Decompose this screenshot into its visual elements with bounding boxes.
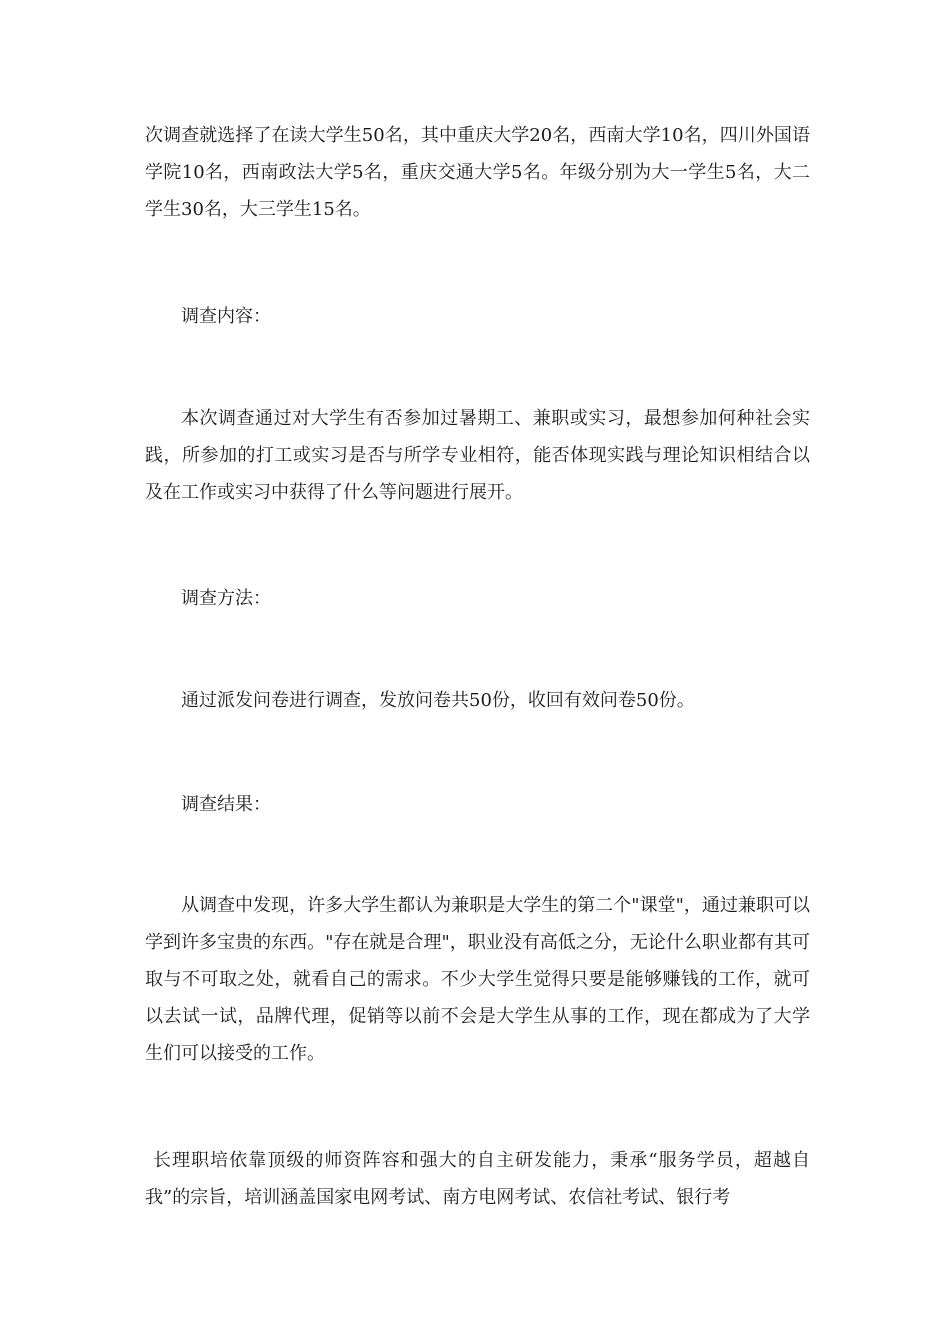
- heading-survey-content: 调查内容：: [181, 306, 271, 327]
- paragraph-survey-content: 本次调查通过对大学生有否参加过暑期工、兼职或实习，最想参加何种社会实践，所参加的打工或实习是否与所学专业相符，能否体现实践与理论知识相结合以及在工作或实习中获得了什么等问题进行展开。: [145, 408, 810, 503]
- heading-survey-method: 调查方法：: [181, 588, 271, 609]
- paragraph-sample-description: 次调查就选择了在读大学生50名，其中重庆大学20名，西南大学10名，四川外国语学院10名，西南政法大学5名，重庆交通大学5名。年级分别为大一学生5名，大二学生30名，大三学生15名。: [145, 125, 810, 220]
- paragraph-survey-method: 通过派发问卷进行调查，发放问卷共50份，收回有效问卷50份。: [181, 690, 695, 711]
- heading-survey-results: 调查结果：: [181, 794, 271, 815]
- paragraph-survey-results: 从调查中发现，许多大学生都认为兼职是大学生的第二个"课堂"，通过兼职可以学到许多宝贵的东西。"存在就是合理"，职业没有高低之分，无论什么职业都有其可取与不可取之处，就看自己的需求。不少大学生觉得只要是能够赚钱的工作，就可以去试一试，品牌代理，促销等以前不会是大学生从事的工作，现在都成为了大学生们可以接受的工作。: [145, 895, 810, 1064]
- paragraph-promotion: 长理职培依靠顶级的师资阵容和强大的自主研发能力，秉承“服务学员，超越自我”的宗旨，培训涵盖国家电网考试、南方电网考试、农信社考试、银行考: [145, 1150, 810, 1208]
